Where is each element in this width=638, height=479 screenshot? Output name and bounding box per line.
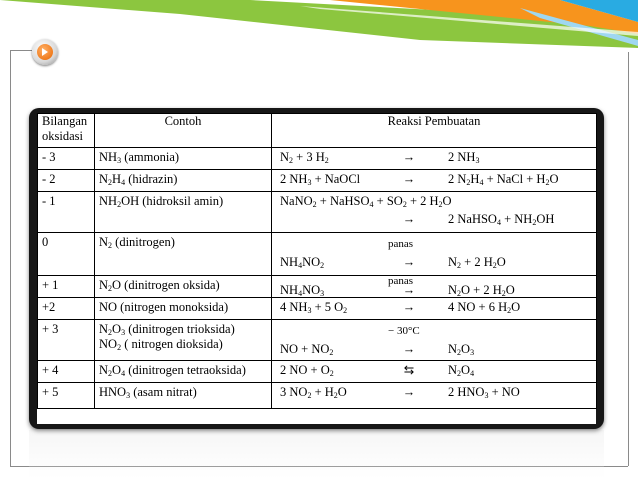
arrow-right-icon[interactable]: [32, 39, 58, 65]
reaction-cell: [272, 148, 597, 170]
products: 2 $HNO_3$ + NO: [448, 385, 520, 400]
table-row: [38, 170, 597, 192]
reaction-arrow-icon: →: [402, 150, 416, 164]
reaction-arrow-icon: →: [402, 300, 416, 314]
frame-top-left: [10, 50, 32, 51]
header-example: Contoh: [95, 114, 272, 148]
reactants: 4 $NH_3 + 5$ $O_2$: [280, 300, 348, 315]
table-row: [38, 320, 597, 361]
products: $N_2O + 2$ $H_2O$: [448, 283, 515, 298]
reaction-cell: [272, 170, 597, 192]
oxidation-number: + 3: [38, 320, 95, 361]
reaction-cell: [272, 192, 597, 233]
oxidation-number: - 1: [38, 192, 95, 233]
reaction-cell: [272, 233, 597, 276]
example-compound: $NH_2OH$ (hidroksil amin): [95, 192, 272, 233]
table-row: [38, 383, 597, 409]
arrow-right-icon-inner: [37, 44, 53, 60]
header-oxidation-line2: oksidasi: [42, 129, 83, 143]
reaction-arrow-icon: →: [402, 255, 416, 269]
reactants: $N_2 + 3$ $H_2$: [280, 150, 329, 165]
header-reaction: Reaksi Pembuatan: [272, 114, 597, 148]
table-row: [38, 192, 597, 233]
reaction-arrow-icon: →: [402, 212, 416, 226]
products: $N_2O_3$: [448, 342, 475, 357]
reaction-cell: [272, 320, 597, 361]
oxidation-number: 0: [38, 233, 95, 276]
reaction-cell: [272, 298, 597, 320]
products: 2 NaHSO$_4$ + $NH_2OH$: [448, 212, 555, 227]
reaction-cell: [272, 361, 597, 383]
arrow-right-glyph: [40, 47, 50, 57]
frame-right: [628, 52, 629, 466]
reaction-arrow-icon: →: [402, 283, 416, 297]
table-reflection: [29, 430, 604, 479]
header-oxidation-line1: Bilangan: [42, 114, 88, 128]
products: 4 NO + 6 $H_2O$: [448, 300, 521, 315]
reaction-condition: panas: [388, 275, 414, 287]
products: 2 $NH_3$: [448, 150, 480, 165]
reaction-arrow-icon: →: [402, 172, 416, 186]
reaction-cell: [272, 383, 597, 409]
example-compound: NO (nitrogen monoksida): [95, 298, 272, 320]
reactants: NO + $NO_2$: [280, 342, 334, 357]
reactants: $NH_4NO_3$: [280, 283, 325, 298]
table-row: [38, 276, 597, 298]
reaction-arrow-icon: →: [402, 385, 416, 399]
example-compound: $N_2O_3$ (dinitrogen trioksida) $NO_2$ ( nitrogen dioksida): [95, 320, 272, 361]
reactants: 2 NO + $O_2$: [280, 363, 334, 378]
reaction-cell: [272, 276, 597, 298]
oxidation-number: - 2: [38, 170, 95, 192]
products: $N_2O_4$: [448, 363, 475, 378]
products: 2 $N_2H_4$ + NaCl + $H_2O$: [448, 172, 559, 187]
table-row: [38, 233, 597, 276]
reaction-condition: panas: [388, 238, 414, 250]
oxidation-number: + 4: [38, 361, 95, 383]
reactants: 3 $NO_2 + H_2O$: [280, 385, 347, 400]
table-row: [38, 298, 597, 320]
example-compound: $N_2$ (dinitrogen): [95, 233, 272, 276]
products: $N_2 + 2$ $H_2O$: [448, 255, 506, 270]
equilibrium-arrow-icon: ⇆: [403, 363, 415, 377]
reactants: $NH_4NO_2$: [280, 255, 325, 270]
oxidation-table-container: [37, 113, 596, 424]
table-row: [38, 148, 597, 170]
oxidation-number: + 5: [38, 383, 95, 409]
frame-left: [10, 50, 11, 466]
oxidation-number: - 3: [38, 148, 95, 170]
example-compound: $HNO_3$ (asam nitrat): [95, 383, 272, 409]
oxidation-table: [37, 113, 597, 409]
reaction-condition: − 30°C: [388, 325, 420, 337]
table-row: [38, 361, 597, 383]
oxidation-number: + 1: [38, 276, 95, 298]
table-body: [38, 148, 597, 409]
oxidation-number: +2: [38, 298, 95, 320]
example-compound: $N_2H_4$ (hidrazin): [95, 170, 272, 192]
example-compound: $N_2O$ (dinitrogen oksida): [95, 276, 272, 298]
reactants: 2 $NH_3$ + NaOCl: [280, 172, 361, 187]
example-compound: $NH_3$ (ammonia): [95, 148, 272, 170]
header-oxidation: [38, 114, 95, 148]
example-compound: $N_2O_4$ (dinitrogen tetraoksida): [95, 361, 272, 383]
reactants: NaNO$_2$ + NaHSO$_4$ + $SO_2 + 2$ $H_2O$: [280, 194, 452, 209]
reaction-arrow-icon: →: [402, 342, 416, 356]
